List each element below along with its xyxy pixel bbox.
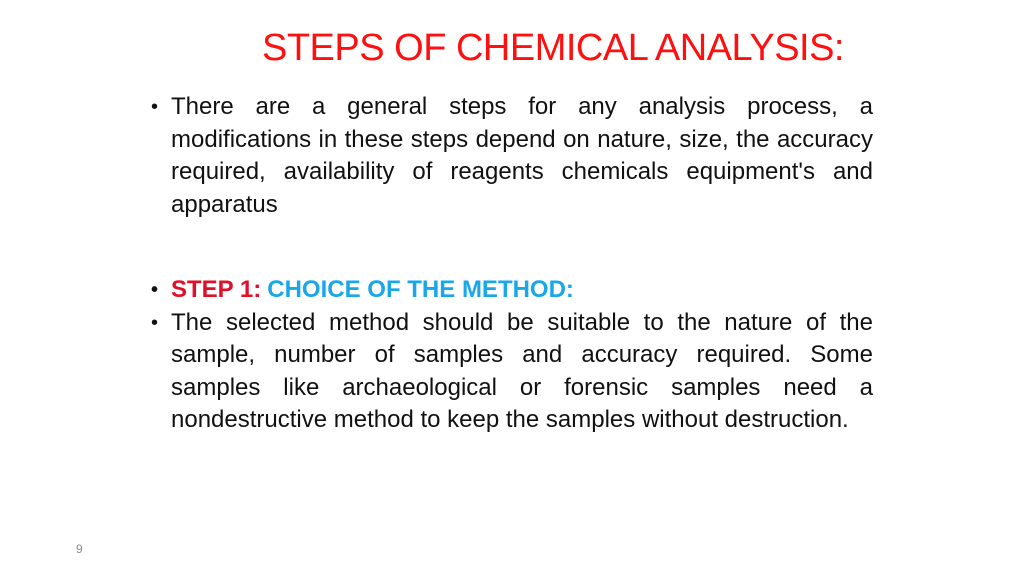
slide-title: STEPS OF CHEMICAL ANALYSIS: [262,27,844,69]
step-1-section [151,274,873,437]
step-1-body-bullet: • The selected method should be suitable to the nature of the sample, number of samples and accuracy required. Some samples like archaeological or forensic samples need a nondestructive method to keep the samples without destruction. [151,307,873,437]
step-1-heading: CHOICE OF THE METHOD: [267,276,574,303]
intro-bullet-list [151,91,873,221]
step-1-heading-bullet [151,274,873,307]
step-1-label: STEP 1: [171,276,262,303]
intro-bullet: • There are a general steps for any analysis process, a modifications in these steps depend on nature, size, the accuracy required, availability of reagents chemicals equipment's and apparatus [151,91,873,221]
page-number: 9 [76,542,83,556]
